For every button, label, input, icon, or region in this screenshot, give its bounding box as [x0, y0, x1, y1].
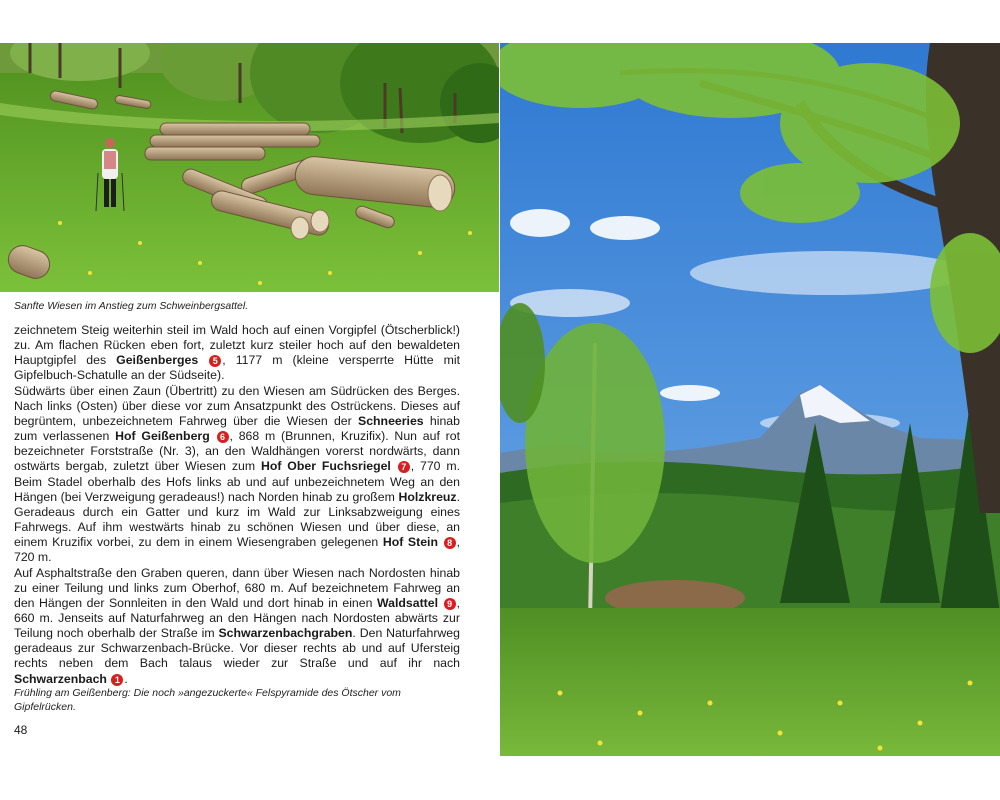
oetscher-view-photo [500, 43, 1000, 756]
photo-caption-bottom: Frühling am Geißenberg: Die noch »angezuckerte« Felspyramide des Ötscher vom Gipfelrücken. [14, 687, 401, 713]
waypoint-hof-ober-fuchsriegel: Hof Ober Fuchsriegel [260, 459, 391, 474]
waypoint-hof-stein: Hof Stein [382, 535, 438, 550]
waypoint-badge-9: 9 [444, 598, 456, 610]
photo-caption-top: Sanfte Wiesen im Anstieg zum Schweinbergsattel. [14, 300, 249, 312]
waypoint-badge-5: 5 [209, 355, 221, 367]
waypoint-schwarzenbachgraben: Schwarzenbachgraben [218, 626, 353, 641]
waypoint-hof-geissenberg: Hof Geißenberg [115, 429, 210, 444]
paragraph-2: Südwärts über einen Zaun (Übertritt) zu den Wiesen am Südrücken des Berges. Nach links (Osten) über diese vor zum Ansatzpunkt des Ostrückens. Dieses auf begrüntem, unbezeichnetem Fahrweg über die Wiesen der Schneeries hinab zum verlassenen Hof Geißenberg 6 , 868 m (Brunnen, Kruzifix). Nun auf rot bezeichneter Forststraße (Nr. 3), an den Waldhängen vorerst nordwärts, dann ostwärts bergab, zuletzt über Wiesen zum Hof Ober Fuchsriegel 7 , 770 m. Beim Stadel oberhalb des Hofs links ab und auf unbezeichnetem Weg an den Hängen (bei Verzweigung geradeaus!) nach Norden hinab zu großem Holzkreuz. Geradeaus durch ein Gatter und kurz im Wald zur Linksabzweigung eines Fahrwegs. Auf ihm westwärts hinab zu schönen Wiesen und über diese, an einem Kruzifix vorbei, zu dem in einem Wiesengraben gelegenen Hof Stein 8 , 720 m. [14, 383, 461, 565]
waypoint-holzkreuz: Holzkreuz [398, 489, 457, 504]
waypoint-badge-7: 7 [398, 461, 410, 473]
waypoint-badge-6: 6 [217, 431, 229, 443]
waypoint-geissenberg: Geißenberges [116, 353, 199, 368]
route-description [14, 323, 460, 687]
page-number: 48 [14, 723, 28, 737]
waypoint-waldsattel: Waldsattel [376, 595, 439, 610]
meadow-logs-photo [0, 43, 499, 292]
paragraph-1: zeichnetem Steig weiterhin steil im Wald hoch auf einen Vorgipfel (Ötscherblick!) zu. Am flachen Rücken eben fort, zuletzt kurz steiler hoch auf den bewaldeten Hauptgipfel des Geißenberges 5 , 1177 m (kleine versperrte Hütte mit Gipfelbuch-Schatulle an der Südseite). [14, 323, 461, 383]
waypoint-schneeries: Schneeries [358, 413, 424, 428]
paragraph-3: Auf Asphaltstraße den Graben queren, dann über Wiesen nach Nordosten hinab zu einer Teilung und links zum Oberhof, 680 m. Auf bezeichnetem Fahrweg an den Hängen der Sonnleiten in den Wald und dort hinab in einen Waldsattel 9 , 660 m. Jenseits auf Naturfahrweg an den Hängen nach Nordosten abwärts zur Teilung noch oberhalb der Straße im Schwarzenbachgraben. Den Naturfahrweg geradeaus zur Schwarzenbach-Brücke. Vor dieser rechts ab und auf Ufersteig rechts neben dem Bach talaus wieder zur Straße und auf ihr nach Schwarzenbach 1 . [14, 565, 460, 686]
waypoint-badge-8: 8 [444, 537, 456, 549]
waypoint-badge-1: 1 [111, 674, 123, 686]
waypoint-schwarzenbach: Schwarzenbach [14, 671, 107, 686]
